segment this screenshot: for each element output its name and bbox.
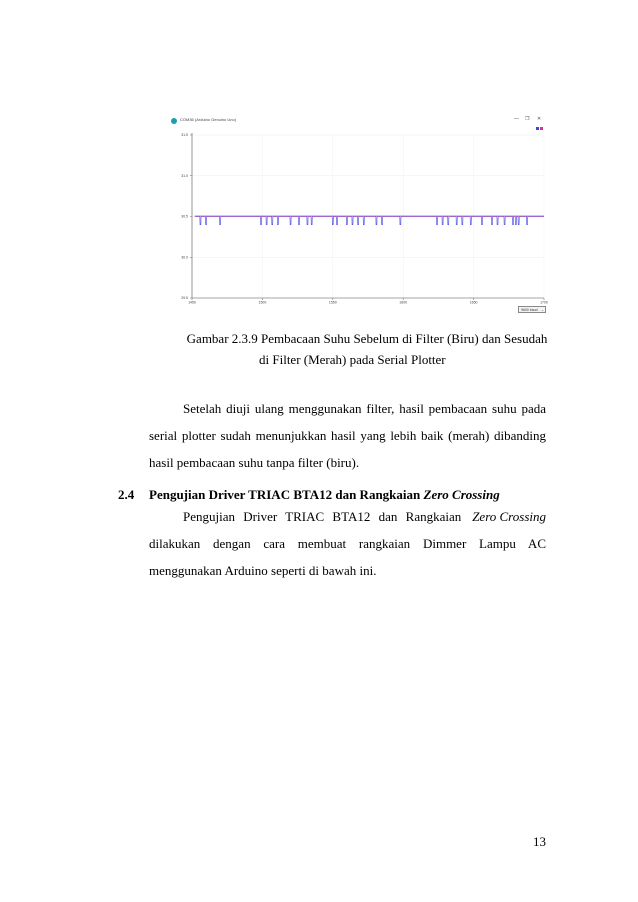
paragraph-2-line-1 [149, 503, 546, 530]
series-raw-line [195, 217, 544, 225]
baud-rate-value: 9600 baud [521, 308, 538, 312]
paragraph-2-line-1-italic: Zero Crossing [472, 509, 546, 524]
paragraph-1-line-1: Setelah diuji ulang menggunakan filter, hasil pembacaan suhu pada [183, 401, 546, 416]
paragraph-2-line-2: dilakukan dengan cara membuat rangkaian Dimmer Lampu AC [149, 536, 546, 551]
serial-plotter-figure [168, 115, 550, 318]
section-number: 2.4 [118, 487, 135, 502]
minimize-icon[interactable]: — [514, 116, 519, 122]
chevron-down-icon: ⌄ [541, 308, 544, 312]
y-tick-label: 30.0 [181, 255, 188, 260]
paragraph-1-line-3: hasil pembacaan suhu tanpa filter (biru). [149, 455, 360, 470]
section-title-italic: Zero Crossing [423, 487, 500, 502]
section-title [149, 487, 500, 503]
baud-rate-select[interactable] [518, 306, 546, 313]
section-title-main: Pengujian Driver TRIAC BTA12 dan Rangkaian [149, 487, 424, 502]
paragraph-2-line-3: menggunakan Arduino seperti di bawah ini. [149, 563, 377, 578]
y-tick-label: 31.0 [181, 173, 188, 178]
x-tick-label: 1650 [469, 300, 478, 305]
page-number: 13 [533, 834, 546, 849]
paragraph-2 [149, 503, 546, 584]
x-tick-label: 1600 [399, 300, 408, 305]
x-tick-label: 1550 [328, 300, 337, 305]
y-tick-label: 30.5 [181, 214, 188, 219]
paragraph-1-line-2: serial plotter sudah menunjukkan hasil yang lebih baik (merah) dibanding [149, 428, 546, 443]
window-title: COM36 (Arduino Genuino Uno) [180, 117, 237, 122]
x-tick-label: 1450 [188, 300, 196, 305]
x-tick-label: 1500 [258, 300, 267, 305]
paragraph-1 [149, 395, 546, 476]
y-tick-label: 29.5 [181, 296, 188, 301]
figure-caption-line-2: di Filter (Merah) pada Serial Plotter [259, 352, 446, 367]
x-tick-label: 1700 [540, 300, 548, 305]
plot-area [168, 115, 550, 318]
figure-caption-line-1: Gambar 2.3.9 Pembacaan Suhu Sebelum di Filter (Biru) dan Sesudah [186, 331, 548, 346]
close-icon[interactable]: ✕ [537, 116, 542, 122]
y-tick-label: 31.5 [181, 133, 188, 138]
paragraph-2-line-1-text: Pengujian Driver TRIAC BTA12 dan Rangkaian [183, 509, 462, 524]
maximize-icon[interactable]: ❐ [525, 116, 530, 122]
